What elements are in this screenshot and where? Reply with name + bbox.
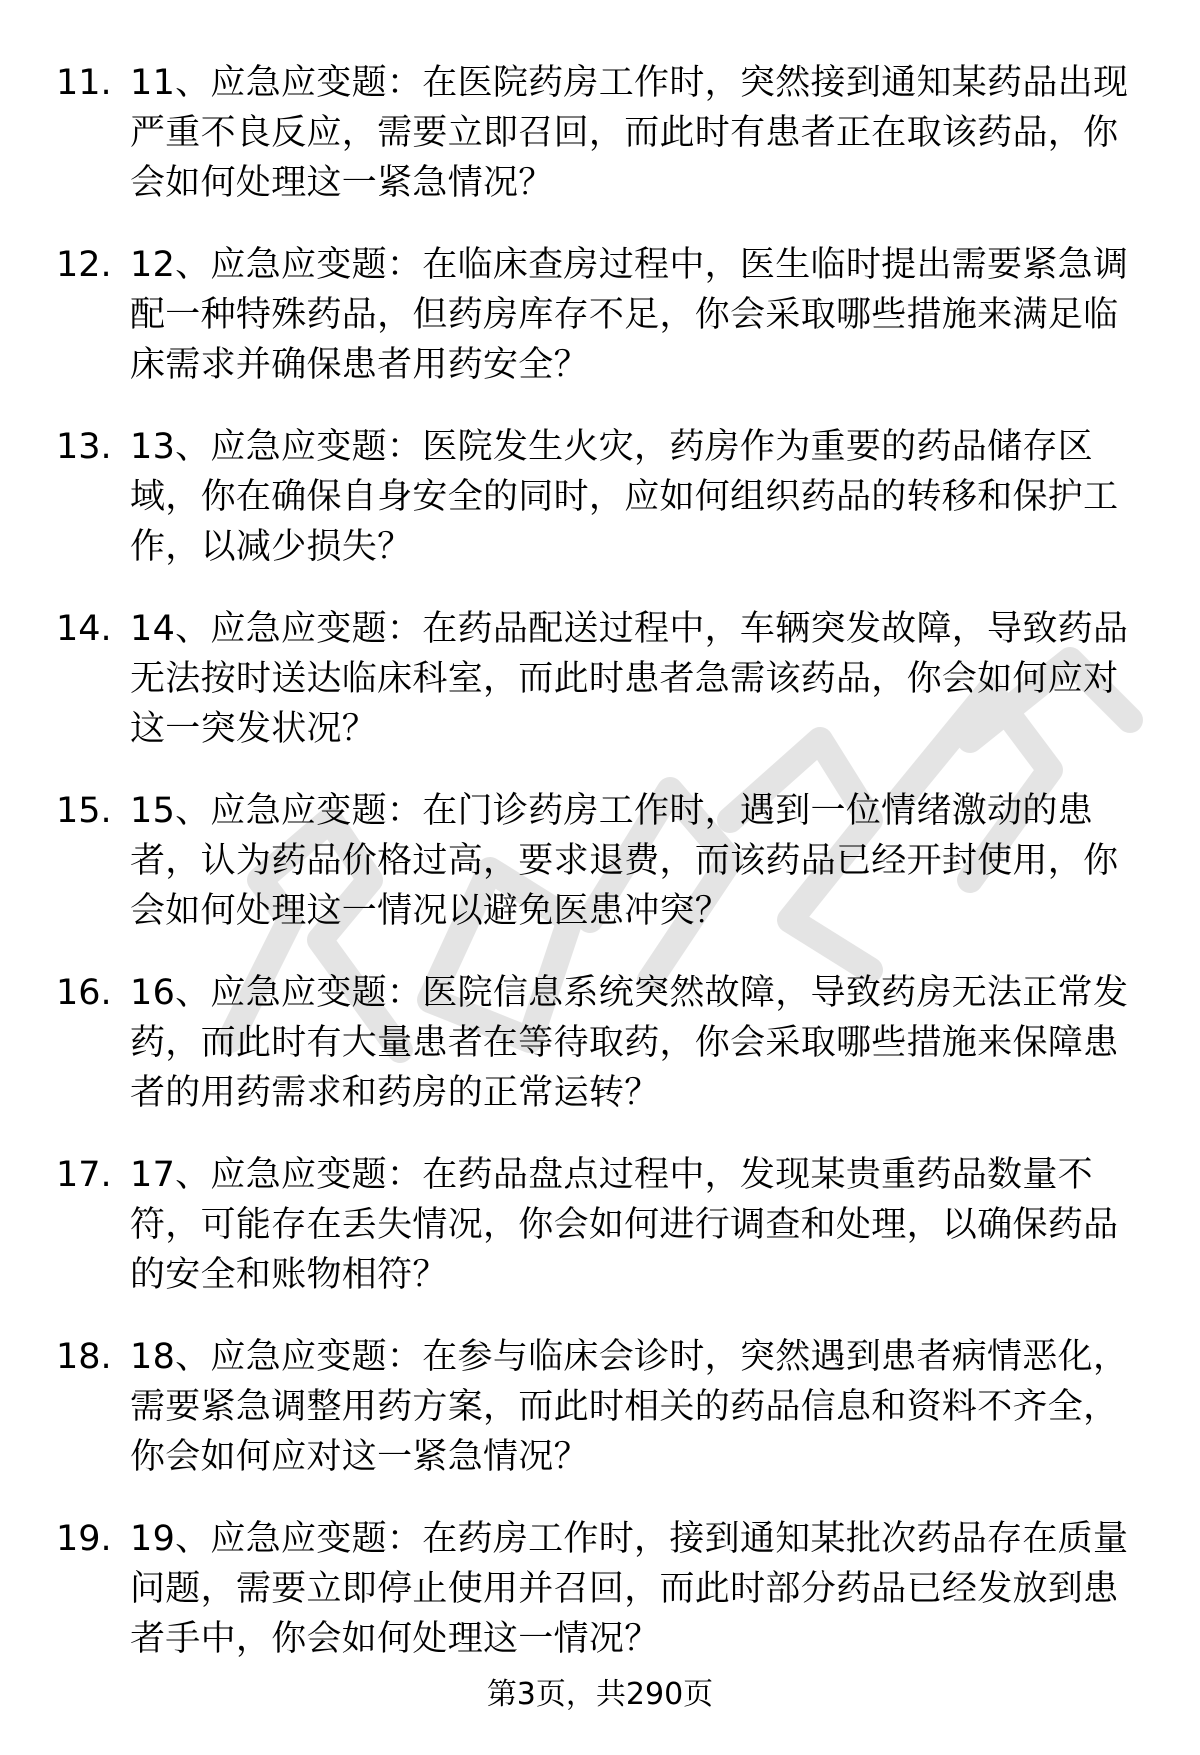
question-item (0, 1332, 1200, 1514)
question-number: 17. (56, 1155, 112, 1195)
question-line: 者，认为药品价格过高，要求退费，而该药品已经开封使用，你 (130, 841, 1119, 881)
question-number: 15. (56, 791, 112, 831)
question-line: 配一种特殊药品，但药房库存不足，你会采取哪些措施来满足临 (130, 295, 1119, 335)
question-text (130, 58, 1170, 208)
question-line: 会如何处理这一情况以避免医患冲突？ (130, 891, 731, 931)
question-line: 16、应急应变题：医院信息系统突然故障，导致药房无法正常发 (130, 973, 1129, 1013)
question-number: 19. (56, 1519, 112, 1559)
question-text (130, 786, 1170, 936)
question-line: 问题，需要立即停止使用并召回，而此时部分药品已经发放到患 (130, 1569, 1119, 1609)
question-text (130, 968, 1170, 1118)
question-list (0, 58, 1200, 1696)
question-text (130, 1150, 1170, 1300)
question-item (0, 422, 1200, 604)
question-line: 这一突发状况？ (130, 709, 378, 749)
question-item (0, 604, 1200, 786)
question-line: 13、应急应变题：医院发生火灾，药房作为重要的药品储存区 (130, 427, 1093, 467)
question-text (130, 1514, 1170, 1664)
question-line: 14、应急应变题：在药品配送过程中，车辆突发故障，导致药品 (130, 609, 1129, 649)
question-line: 需要紧急调整用药方案，而此时相关的药品信息和资料不齐全， (130, 1387, 1119, 1427)
page-number: 第3页，共290页 (486, 1677, 714, 1712)
question-number: 14. (56, 609, 112, 649)
question-line: 无法按时送达临床科室，而此时患者急需该药品，你会如何应对 (130, 659, 1119, 699)
question-line: 的安全和账物相符？ (130, 1255, 448, 1295)
question-line: 严重不良反应，需要立即召回，而此时有患者正在取该药品，你 (130, 113, 1119, 153)
question-number: 13. (56, 427, 112, 467)
question-line: 作，以减少损失？ (130, 527, 413, 567)
question-line: 18、应急应变题：在参与临床会诊时，突然遇到患者病情恶化， (130, 1337, 1129, 1377)
question-number: 12. (56, 245, 112, 285)
question-number: 16. (56, 973, 112, 1013)
question-line: 12、应急应变题：在临床查房过程中，医生临时提出需要紧急调 (130, 245, 1129, 285)
question-line: 符，可能存在丢失情况，你会如何进行调查和处理，以确保药品 (130, 1205, 1119, 1245)
question-line: 11、应急应变题：在医院药房工作时，突然接到通知某药品出现 (130, 63, 1129, 103)
question-line: 会如何处理这一紧急情况？ (130, 163, 554, 203)
question-line: 域，你在确保自身安全的同时，应如何组织药品的转移和保护工 (130, 477, 1119, 517)
question-number: 18. (56, 1337, 112, 1377)
question-line: 床需求并确保患者用药安全？ (130, 345, 589, 385)
question-line: 者的用药需求和药房的正常运转？ (130, 1073, 660, 1113)
question-item (0, 968, 1200, 1150)
question-line: 药，而此时有大量患者在等待取药，你会采取哪些措施来保障患 (130, 1023, 1119, 1063)
question-item (0, 58, 1200, 240)
question-line: 17、应急应变题：在药品盘点过程中，发现某贵重药品数量不 (130, 1155, 1093, 1195)
question-text (130, 1332, 1170, 1482)
question-line: 者手中，你会如何处理这一情况？ (130, 1619, 660, 1659)
question-item (0, 786, 1200, 968)
question-line: 你会如何应对这一紧急情况？ (130, 1437, 589, 1477)
question-text (130, 422, 1170, 572)
question-text (130, 240, 1170, 390)
question-item (0, 240, 1200, 422)
question-item (0, 1514, 1200, 1696)
question-item (0, 1150, 1200, 1332)
question-text (130, 604, 1170, 754)
question-line: 15、应急应变题：在门诊药房工作时，遇到一位情绪激动的患 (130, 791, 1093, 831)
page-footer (0, 1675, 1200, 1715)
question-line: 19、应急应变题：在药房工作时，接到通知某批次药品存在质量 (130, 1519, 1129, 1559)
question-number: 11. (56, 63, 112, 103)
